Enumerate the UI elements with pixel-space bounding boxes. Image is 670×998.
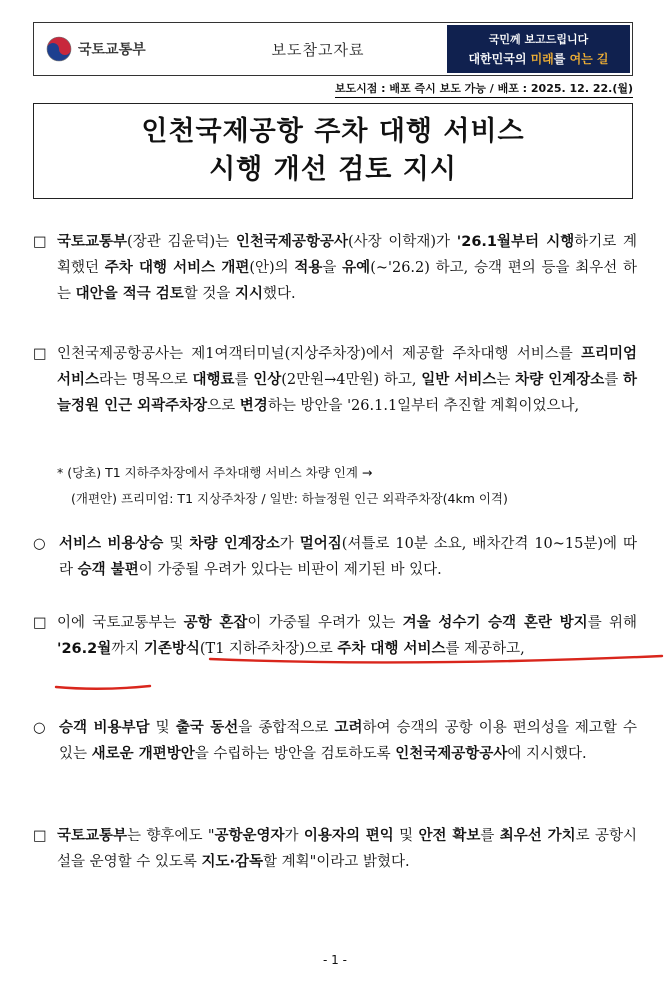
page-number: - 1 - xyxy=(323,953,347,967)
paragraph-2: □ 인천국제공항공사는 제1여객터미널(지상주차장)에서 제공할 주차대행 서비스를 프리미엄 서비스라는 명목으로 대행료를 인상(2만원→4만원) 하고, 일반 서비스는 차량 인계장소를 하늘정원 인근 외곽주차장으로 변경하는 방안을 '26.1.1일부터 추진할 계획이었으나, xyxy=(33,341,637,419)
footnote-line2: (개편안) 프리미엄: T1 지상주차장 / 일반: 하늘정원 인근 외곽주차장(4km 이격) xyxy=(71,491,508,506)
slogan-banner xyxy=(447,25,630,73)
doc-type: 보도참고자료 xyxy=(271,40,365,59)
paragraph-6: □ 국토교통부는 향후에도 "공항운영자가 이용자의 편익 및 안전 확보를 최우선 가치로 공항시설을 운영할 수 있도록 지도·감독할 계획"이라고 밝혔다. xyxy=(33,823,637,875)
square-bullet: □ xyxy=(33,346,47,362)
paragraph-5: ○ 승객 비용부담 및 출국 동선을 종합적으로 고려하여 승객의 공항 이용 편의성을 제고할 수 있는 새로운 개편방안을 수립하는 방안을 검토하도록 인천국제공항공사에 지시했다. xyxy=(33,715,637,767)
headline-line2: 시행 개선 검토 지시 xyxy=(209,154,457,185)
square-bullet: □ xyxy=(33,615,47,631)
banner-line2: 대한민국의 미래를 여는 길 xyxy=(468,52,609,66)
headline-line1: 인천국제공항 주차 대행 서비스 xyxy=(141,116,525,147)
headline-box xyxy=(33,103,633,199)
square-bullet: □ xyxy=(33,828,47,844)
paragraph-1: □ 국토교통부(장관 김윤덕)는 인천국제공항공사(사장 이학재)가 '26.1월부터 시행하기로 계획했던 주차 대행 서비스 개편(안)의 적용을 유예(~'26.2) 하고, 승객 편의 등을 최우선 하는 대안을 적극 검토할 것을 지시했다. xyxy=(33,229,637,307)
paragraph-4: □ 이에 국토교통부는 공항 혼잡이 가중될 우려가 있는 겨울 성수기 승객 혼란 방지를 위해 '26.2월까지 기존방식(T1 지하주차장)으로 주차 대행 서비스를 제공하고, xyxy=(33,610,637,662)
circle-bullet: ○ xyxy=(33,536,46,552)
taegeuk-icon xyxy=(46,36,72,62)
press-header xyxy=(33,22,633,76)
banner-line1: 국민께 보고드립니다 xyxy=(488,33,589,46)
paragraph-3: ○ 서비스 비용상승 및 차량 인계장소가 멀어짐(셔틀로 10분 소요, 배차간격 10~15분)에 따라 승객 불편이 가중될 우려가 있다는 비판이 제기된 바 있다. xyxy=(33,531,637,583)
square-bullet: □ xyxy=(33,234,47,250)
ministry-logo xyxy=(34,23,191,75)
release-info: 보도시점 : 배포 즉시 보도 가능 / 배포 : 2025. 12. 22.(월) xyxy=(335,80,633,98)
circle-bullet: ○ xyxy=(33,720,46,736)
footnote xyxy=(57,460,637,512)
ministry-name: 국토교통부 xyxy=(78,42,146,58)
footnote-line1: * (당초) T1 지하주차장에서 주차대행 서비스 차량 인계 → xyxy=(57,465,373,480)
